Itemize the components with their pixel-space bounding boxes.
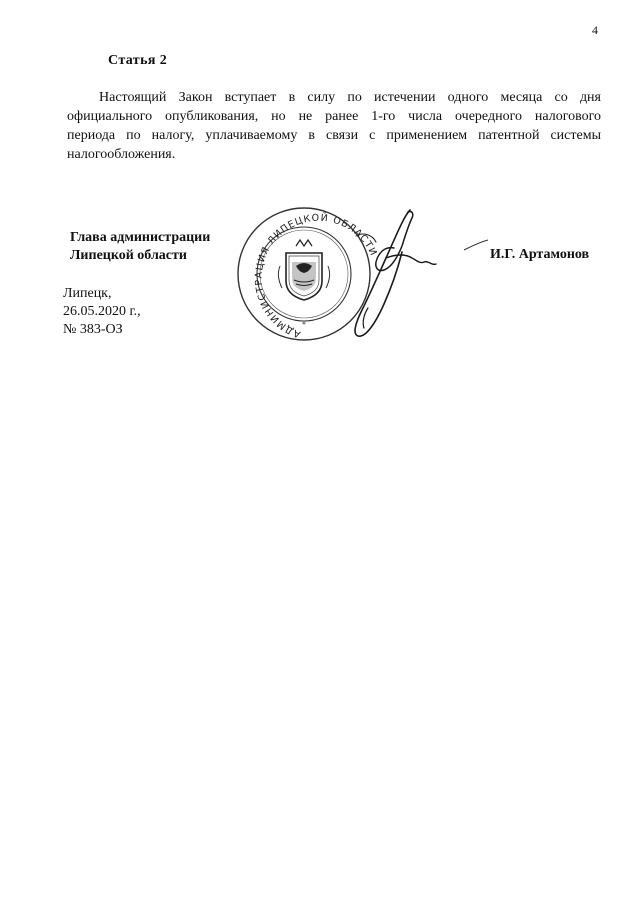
seal-text: АДМИНИСТРАЦИЯ ЛИПЕЦКОЙ ОБЛАСТИ — [253, 212, 380, 340]
signatory-title — [70, 229, 210, 265]
svg-text:*: * — [302, 320, 306, 329]
signatory-title-line: Глава администрации — [70, 230, 211, 245]
article-paragraph — [67, 88, 601, 164]
law-number: № 383-ОЗ — [63, 322, 123, 337]
paragraph-line: Настоящий Закон вступает в силу по истечении одного месяца со дня — [99, 90, 601, 105]
seal-and-signature — [236, 196, 486, 346]
signature-stroke-mark — [462, 238, 490, 252]
coat-of-arms-icon — [278, 240, 329, 300]
svg-text:АДМИНИСТРАЦИЯ ЛИПЕЦКОЙ ОБЛАСТИ — [254, 212, 379, 340]
paragraph-line: официального опубликования, но не ранее 1-го числа очередного налогового — [67, 109, 601, 124]
article-heading: Статья 2 — [108, 53, 168, 68]
page-number: 4 — [592, 23, 598, 37]
place: Липецк, — [63, 286, 112, 301]
paragraph-line: периода по налогу, уплачиваемому в связи с применением патентной системы — [67, 128, 601, 143]
handwritten-signature — [355, 210, 436, 336]
signatory-name: И.Г. Артамонов — [490, 247, 590, 262]
signatory-title-line: Липецкой области — [70, 248, 187, 263]
date: 26.05.2020 г., — [63, 304, 141, 319]
paragraph-line: налогообложения. — [67, 147, 176, 162]
document-requisites — [63, 285, 141, 339]
